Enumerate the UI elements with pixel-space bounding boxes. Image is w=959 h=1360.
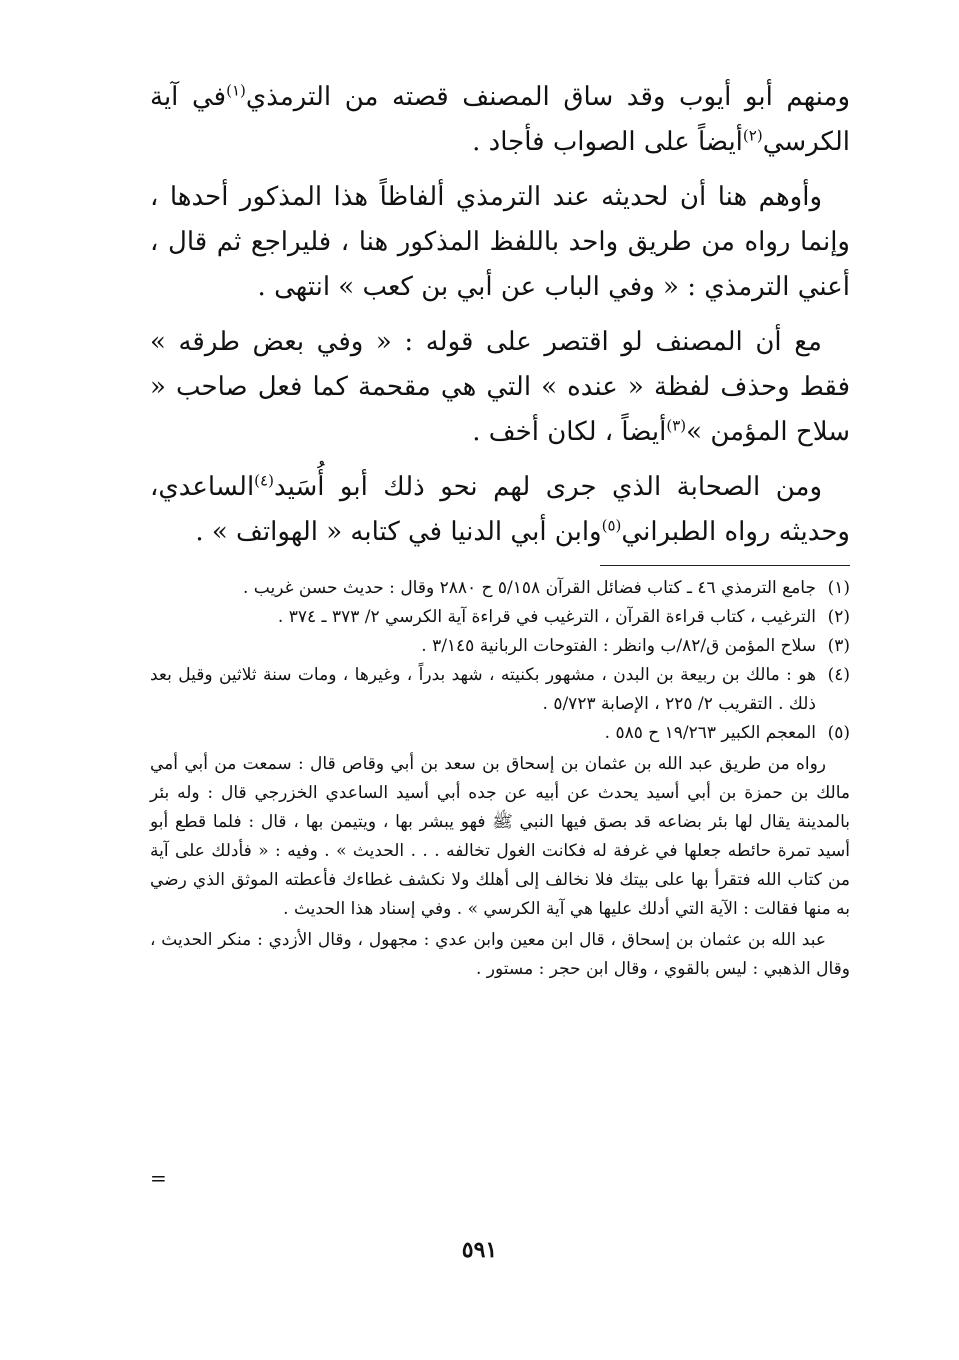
text-run: الساعدي، وحديثه رواه الطبراني xyxy=(150,472,850,547)
text-run: أيضاً على الصواب فأجاد . xyxy=(472,127,743,157)
footnote-text: جامع الترمذي ٤٦ ـ كتاب فضائل القرآن ٥/١٥٨ ح ٢٨٨٠ وقال : حديث حسن غريب . xyxy=(243,578,816,598)
footnote-number: (٢) xyxy=(827,607,850,627)
footnote-ref: (٣) xyxy=(666,416,687,435)
footnote xyxy=(150,603,850,632)
footnotes xyxy=(150,574,850,984)
footnote-ref: (٤) xyxy=(254,471,274,490)
text-run: وأوهم هنا أن لحديثه عند الترمذي ألفاظاً هذا المذكور أحدها ، وإنما رواه من طريق واحد باللفظ المذكور هنا ، فليراجع ثم قال ، أعني الترمذي : « وفي الباب عن أبي بن كعب » انتهى . xyxy=(150,182,850,302)
footnote xyxy=(150,661,850,719)
text-run: ومن الصحابة الذي جرى لهم نحو ذلك أبو أُسَيد xyxy=(273,472,822,502)
footnote-divider xyxy=(600,565,850,566)
footnote xyxy=(150,632,850,661)
footnote-ref: (٥) xyxy=(601,516,622,535)
footnote-paragraph: عبد الله بن عثمان بن إسحاق ، قال ابن معين وابن عدي : مجهول ، وقال الأزدي : منكر الحديث ، وقال الذهبي : ليس بالقوي ، وقال ابن حجر : مستور . xyxy=(150,930,850,979)
text-run: مع أن المصنف لو اقتصر على قوله : « وفي بعض طرقه » فقط وحذف لفظة « عنده » التي هي مقحمة كما فعل صاحب « سلاح المؤمن » xyxy=(150,327,850,447)
text-run: ومنهم أبو أيوب وقد ساق المصنف قصته من الترمذي xyxy=(245,82,851,112)
footnote-text: سلاح المؤمن ق/٨٢/ب وانظر : الفتوحات الربانية ٣/١٤٥ . xyxy=(421,636,816,656)
footnote-ref: (١) xyxy=(226,81,246,100)
paragraph xyxy=(150,175,850,310)
paragraph xyxy=(150,465,850,555)
footnote-paragraph: رواه من طريق عبد الله بن عثمان بن إسحاق بن سعد بن أبي وقاص قال : سمعت من أبي أمي مالك بن حمزة بن أبي أسيد يحدث عن أبيه عن جده أبي أسيد الساعدي الخزرجي قال : وله بئر بالمدينة يقال لها بئر بضاعه قد بصق فيها النبي ﷺ فهو يبشر بها ، ويتيمن بها ، قال : فلما قطع أبو أسيد تمرة حائطه جعلها في غرفة له فكانت الغول تخالفه . . . الحديث » . وفيه : « فأدلك على آية من كتاب الله فتقرأ بها على بيتك فلا نخالف إلى أهلك ولا نكشف غطاءك فأعطته الموثق الذي رضي به منها فقالت : الآية التي أدلك عليها هي آية الكرسي » . وفي إسناد هذا الحديث . xyxy=(150,754,850,919)
text-run: وابن أبي الدنيا في كتابه « الهواتف » . xyxy=(195,517,602,547)
footnote-number: (٤) xyxy=(827,665,850,685)
footnote-number: (١) xyxy=(827,578,850,598)
footnote-text: المعجم الكبير ١٩/٢٦٣ ح ٥٨٥ . xyxy=(604,723,816,743)
text-run: أيضاً ، لكان أخف . xyxy=(472,417,667,447)
footnote-text: هو : مالك بن ربيعة بن البدن ، مشهور بكنيته ، شهد بدراً ، وغيرها ، ومات سنة ثلاثين وقيل بعد ذلك . التقريب ٢/ ٢٢٥ ، الإصابة ٥/٧٢٣ . xyxy=(150,665,816,714)
text-run: في آية الكرسي xyxy=(150,82,850,157)
footnote xyxy=(150,719,850,748)
paragraph xyxy=(150,320,850,455)
paragraph xyxy=(150,75,850,165)
page-number: ٥٩١ xyxy=(461,1237,498,1263)
main-text xyxy=(150,75,850,555)
continuation-mark: = xyxy=(150,1166,167,1190)
footnote xyxy=(150,574,850,603)
page-body xyxy=(150,75,850,984)
footnote-number: (٣) xyxy=(827,636,850,656)
footnote-ref: (٢) xyxy=(742,126,763,145)
footnote-text: الترغيب ، كتاب قراءة القرآن ، الترغيب في قراءة آية الكرسي ٢/ ٣٧٣ ـ ٣٧٤ . xyxy=(277,607,816,627)
footnote-number: (٥) xyxy=(827,723,850,743)
